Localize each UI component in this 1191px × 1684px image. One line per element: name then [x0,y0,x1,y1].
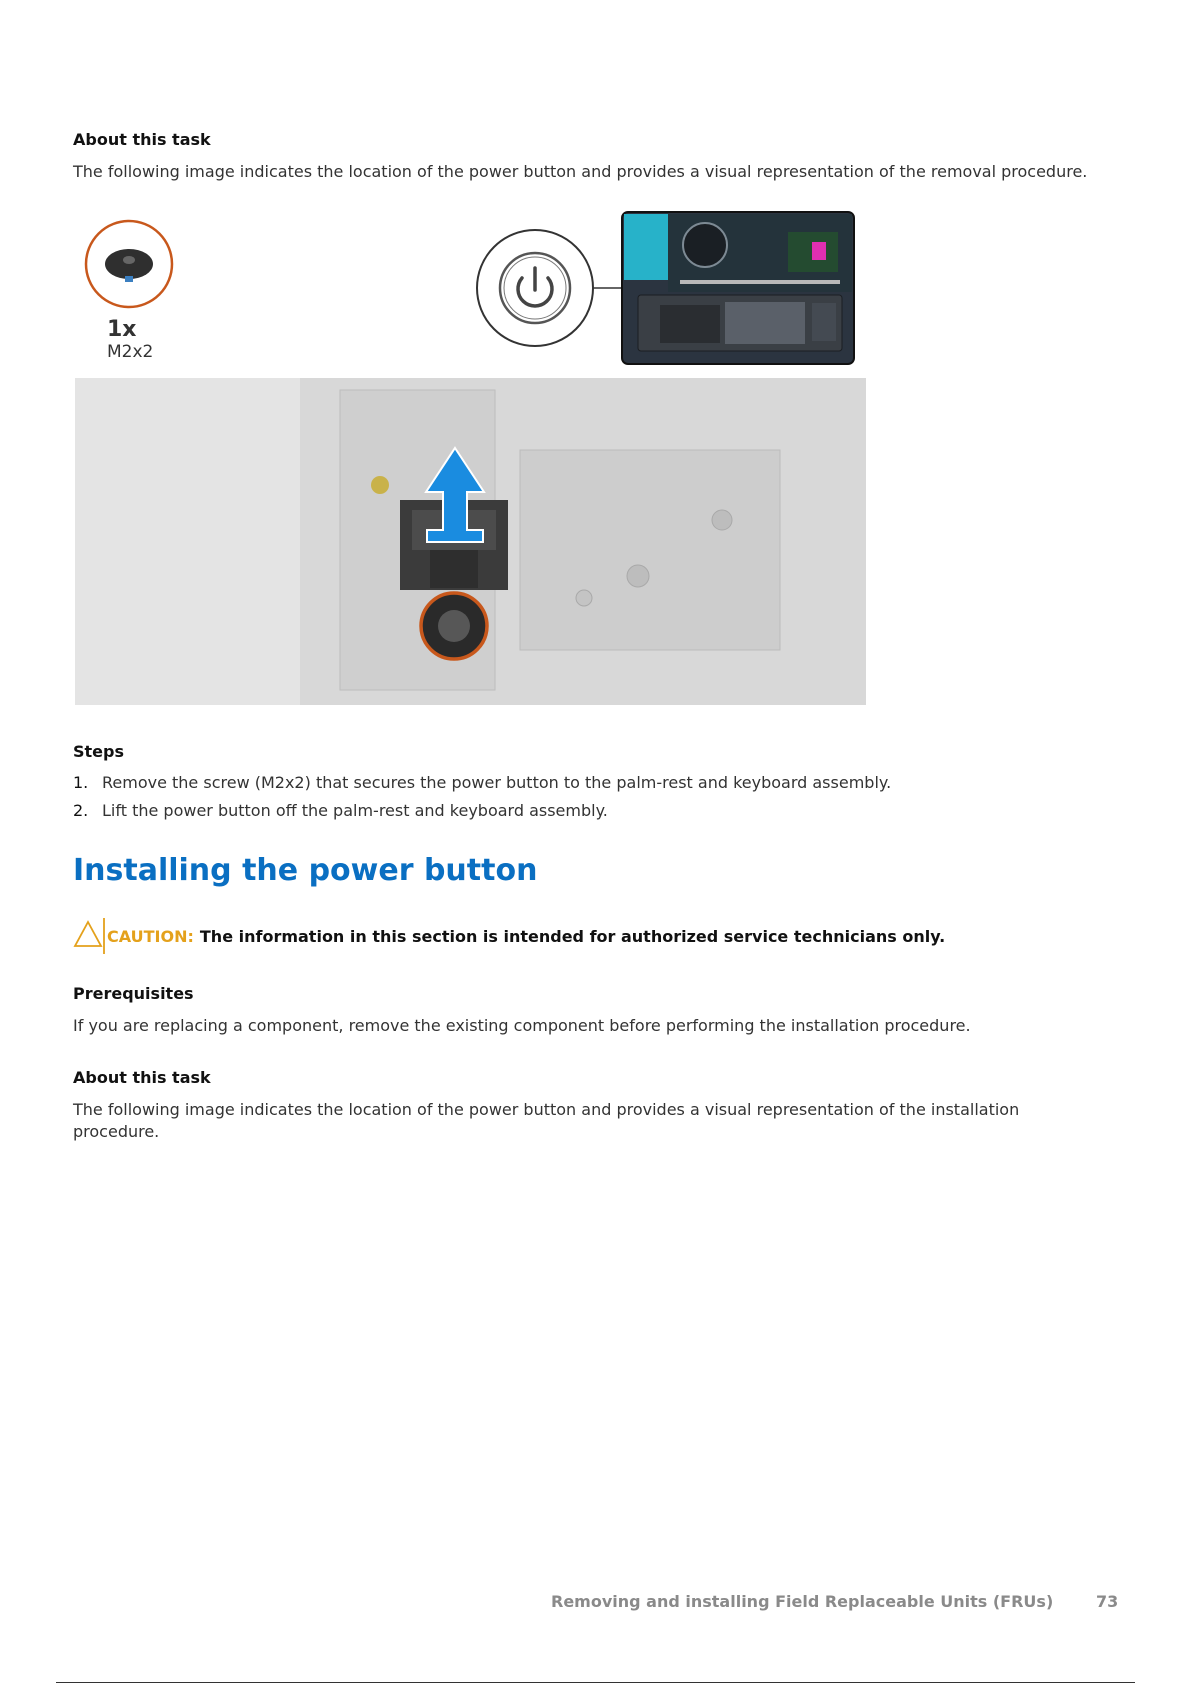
list-item [73,801,891,829]
step-text: Remove the screw (M2x2) that secures the power button to the palm-rest and keyboard assembly. [102,773,892,792]
prerequisites-text: If you are replacing a component, remove the existing component before performing the installation procedure. [73,1016,971,1035]
screw-count: 1x [107,317,137,342]
screw-type: M2x2 [107,342,154,362]
install-about-heading: About this task [73,1068,211,1087]
caution-text: The information in this section is intended for authorized service technicians only. [199,926,946,946]
prerequisites-heading: Prerequisites [73,984,194,1003]
laptop-overview-image [622,212,854,364]
section-title: Installing the power button [73,853,538,888]
steps-heading: Steps [73,742,124,761]
step-number: 2. [73,801,89,820]
step-number: 1. [73,773,89,792]
footer-section-title: Removing and installing Field Replaceable Units (FRUs) [551,1592,1054,1611]
page-number: 73 [1096,1592,1119,1611]
footer-rule [56,1682,1135,1683]
removal-figure [0,0,1191,720]
warning-triangle-icon [73,918,107,954]
power-button-location-icon [477,230,593,346]
install-about-text: The following image indicates the location of the power button and provides a visual representation of the installation procedure. [73,1100,1020,1141]
caution-label: CAUTION: [107,926,194,946]
about-task-heading: About this task [73,130,211,149]
caution-note [73,918,945,954]
list-item [73,773,891,801]
screw-callout-icon [86,221,172,307]
steps-list [73,773,891,829]
about-task-text: The following image indicates the location of the power button and provides a visual representation of the removal procedure. [73,162,1088,181]
step-text: Lift the power button off the palm-rest and keyboard assembly. [102,801,608,820]
